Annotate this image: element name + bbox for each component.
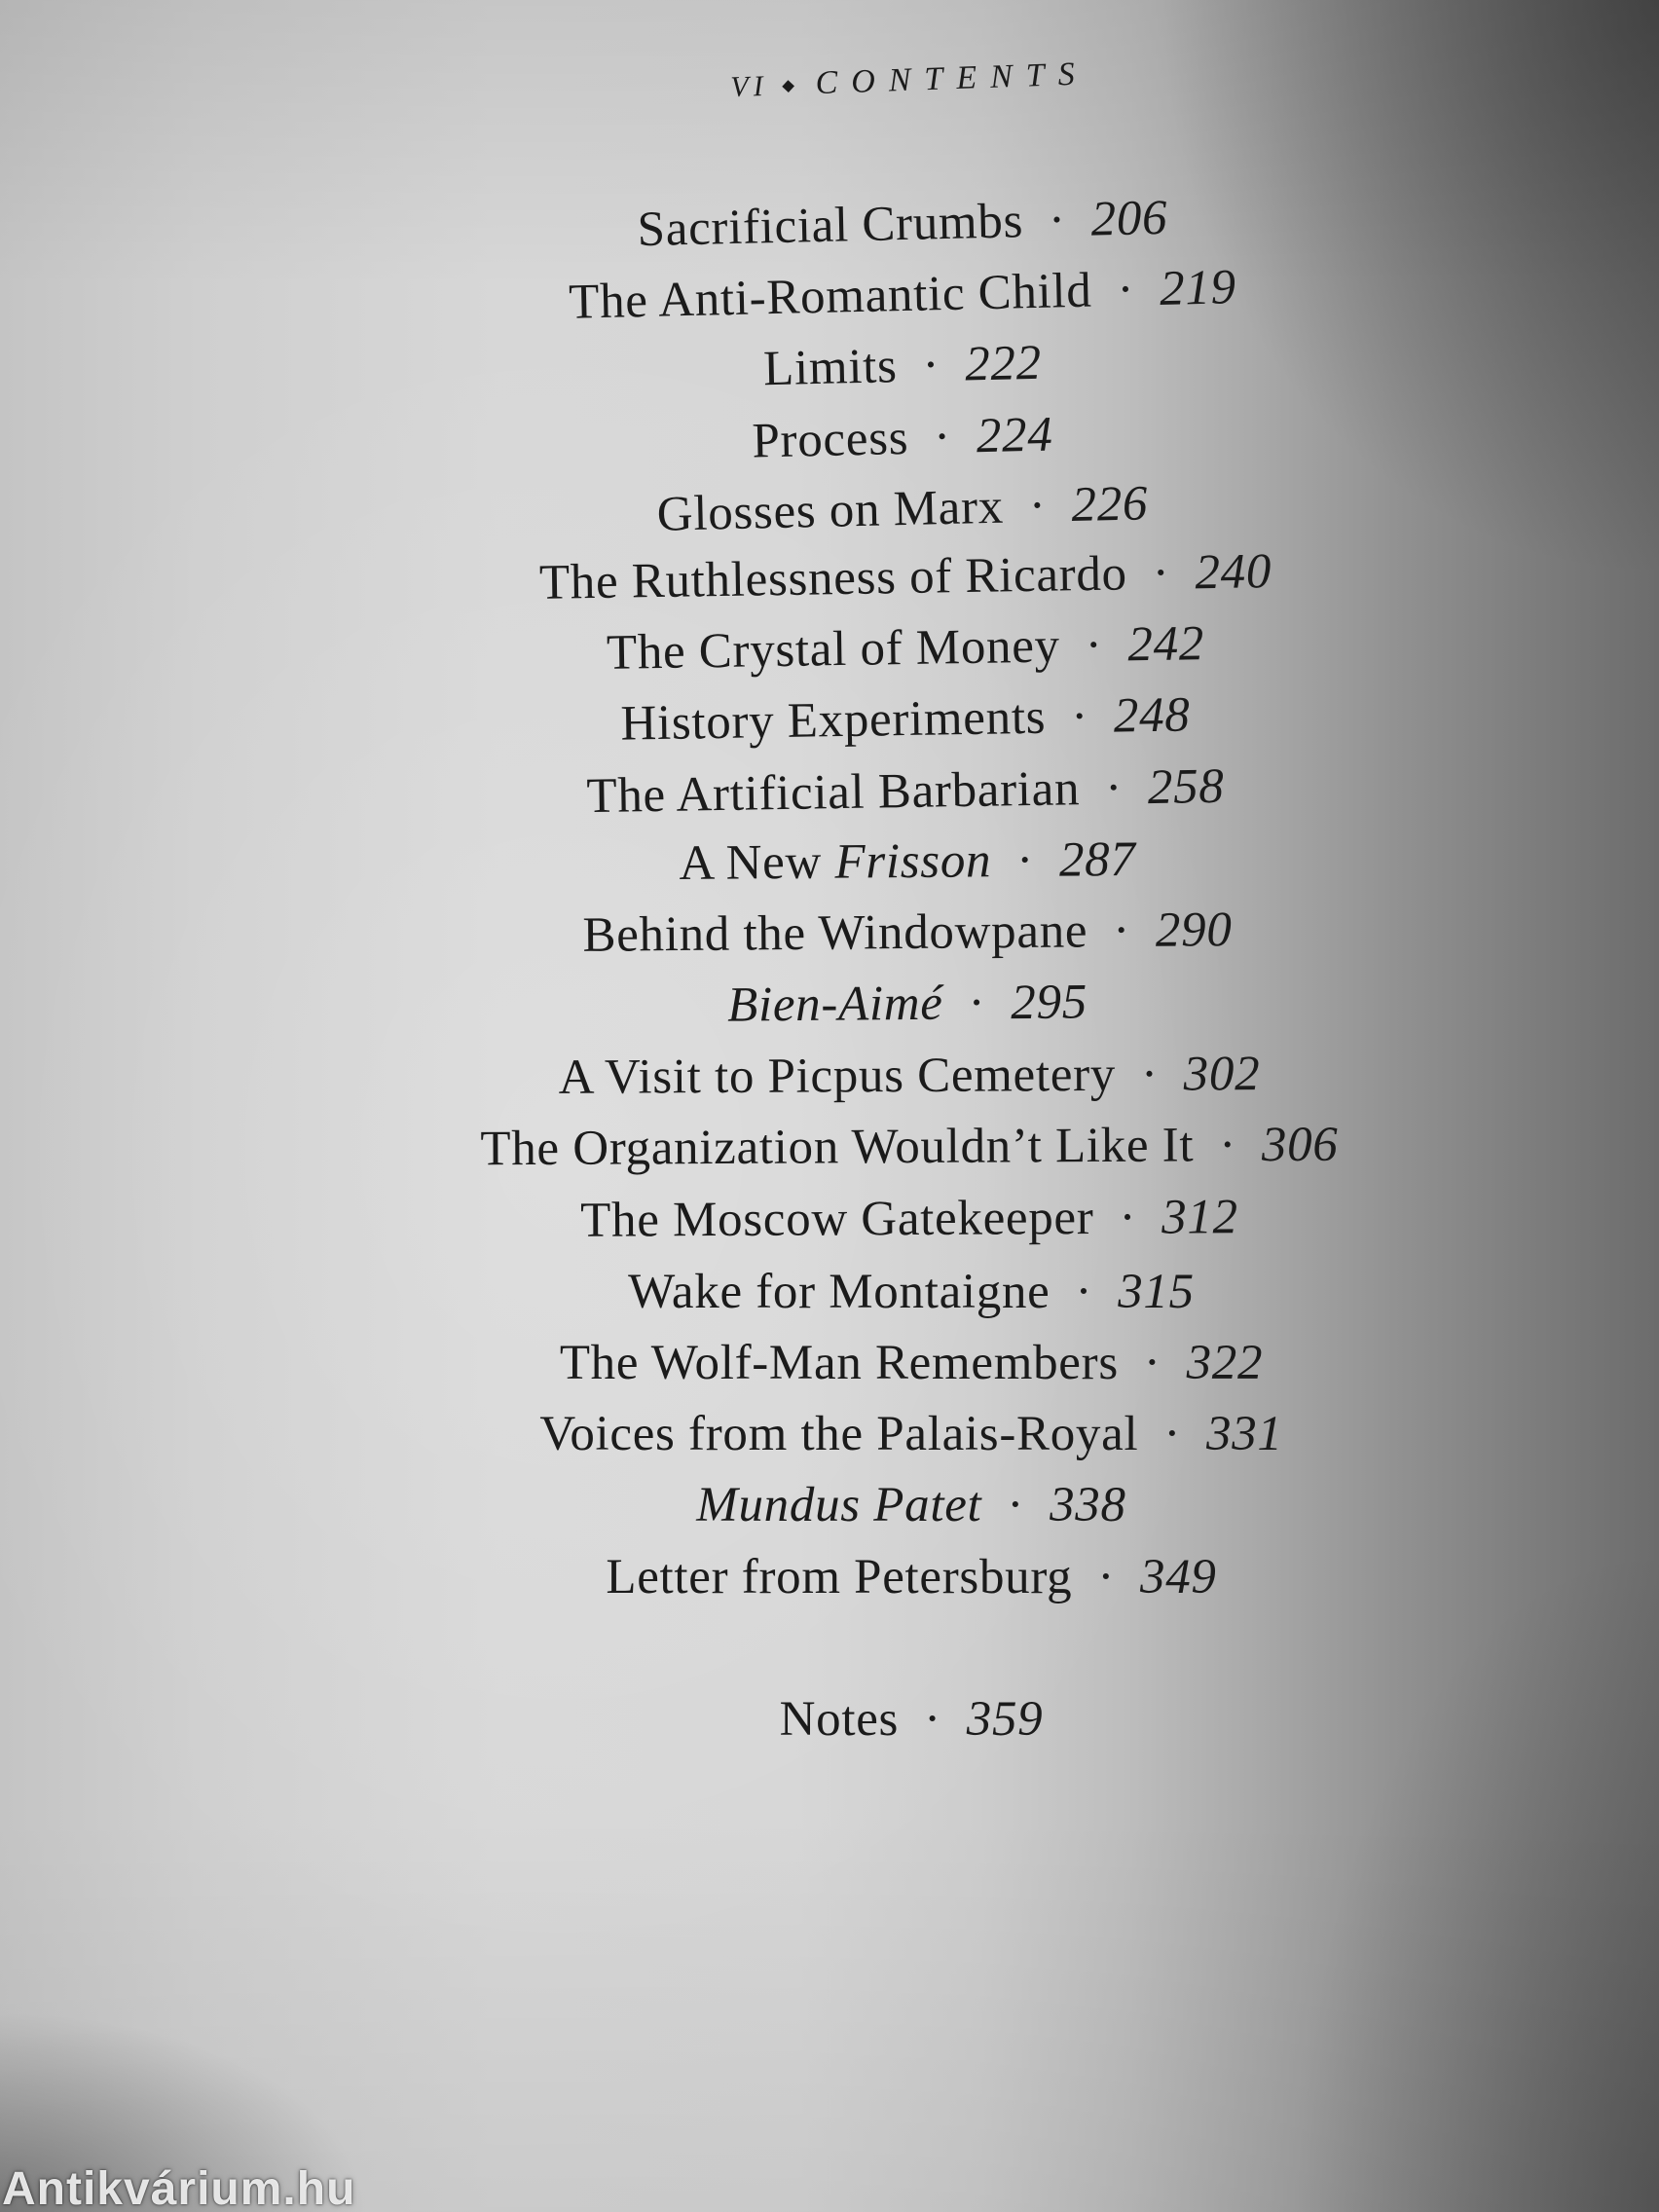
separator-dot: · [1028, 478, 1048, 534]
separator-dot: · [1143, 1336, 1161, 1390]
page-number: 287 [1058, 831, 1136, 888]
page-number: 312 [1161, 1189, 1238, 1245]
entry-title: The Anti-Romantic Child [568, 263, 1093, 330]
folio-number: VI [729, 69, 769, 104]
entry-title: A Visit to Picpus Cemetery [558, 1048, 1117, 1106]
page-number: 226 [1070, 476, 1149, 533]
separator-dot: · [1219, 1118, 1237, 1173]
running-head [634, 47, 1170, 114]
separator-dot: · [924, 1691, 941, 1747]
entry-title-italic: Bien-Aimé [726, 976, 943, 1033]
contents-list [225, 190, 1588, 1757]
page-number: 306 [1261, 1118, 1339, 1173]
entry-title: The Ruthlessness of Ricardo [538, 546, 1128, 610]
page-number: 206 [1090, 190, 1168, 247]
separator-dot: · [921, 338, 940, 393]
separator-dot: · [1048, 193, 1067, 248]
separator-dot: · [1140, 1047, 1159, 1103]
entry-title-italic: Frisson [834, 832, 992, 890]
entry-title: Letter from Petersburg [606, 1549, 1073, 1604]
page-number: 242 [1126, 616, 1205, 673]
page-number: 302 [1183, 1047, 1261, 1102]
separator-dot: · [1119, 1190, 1137, 1245]
toc-entry [226, 821, 1590, 903]
page-number: 240 [1194, 544, 1272, 601]
page-number: 224 [976, 407, 1054, 463]
separator-dot: · [1070, 689, 1089, 745]
separator-dot: · [933, 409, 952, 464]
page-number: 295 [1011, 975, 1088, 1031]
separator-dot: · [1116, 262, 1135, 318]
page-number: 290 [1155, 902, 1233, 958]
entry-title: A New [679, 834, 823, 891]
watermark: Antikvárium.hu [2, 2163, 356, 2212]
page-number: 222 [964, 336, 1043, 392]
page-number: 258 [1147, 758, 1225, 815]
page-number: 248 [1113, 687, 1191, 744]
entry-title: Glosses on Marx [656, 479, 1005, 542]
separator-dot: · [1112, 903, 1131, 959]
entry-title: The Moscow Gatekeeper [580, 1190, 1094, 1248]
page-number: 219 [1159, 260, 1237, 317]
entry-title: Process [751, 410, 909, 469]
separator-dot: · [1152, 545, 1170, 601]
separator-dot: · [1104, 760, 1124, 816]
separator-dot: · [1163, 1407, 1182, 1462]
page-number: 338 [1050, 1478, 1126, 1533]
entry-title: The Crystal of Money [606, 618, 1061, 681]
toc-entry [228, 1109, 1591, 1188]
list-gap [225, 1615, 1588, 1686]
toc-entry [228, 1180, 1591, 1259]
toc-entry [230, 1399, 1593, 1470]
entry-title: History Experiments [620, 690, 1047, 752]
entry-title: Voices from the Palais-Royal [539, 1407, 1139, 1462]
separator-dot: · [1085, 617, 1103, 674]
entry-title: The Organization Wouldn’t Like It [480, 1118, 1195, 1177]
toc-entry [228, 1038, 1591, 1117]
entry-title: Wake for Montaigne [628, 1264, 1051, 1319]
separator-dot: · [968, 976, 986, 1031]
toc-entry-notes [230, 1684, 1593, 1755]
separator-dot: · [1097, 1549, 1116, 1604]
entry-title: Limits [762, 339, 899, 397]
toc-entry [230, 1257, 1593, 1328]
entry-title: Behind the Windowpane [582, 903, 1088, 963]
toc-entry [226, 963, 1590, 1046]
page-number: 331 [1206, 1407, 1283, 1462]
entry-title: Notes [779, 1691, 900, 1747]
toc-entry [230, 1542, 1593, 1613]
diamond-ornament-icon [782, 80, 794, 92]
separator-dot: · [1075, 1264, 1093, 1319]
page-number: 349 [1140, 1549, 1217, 1604]
toc-entry [230, 1328, 1593, 1399]
toc-entry [230, 1470, 1593, 1541]
entry-title: The Artificial Barbarian [586, 760, 1081, 824]
separator-dot: · [1015, 832, 1035, 888]
entry-title: The Wolf-Man Remembers [559, 1336, 1119, 1390]
page-number: 359 [966, 1691, 1044, 1747]
entry-title-italic: Mundus Patet [696, 1478, 982, 1533]
toc-entry [226, 892, 1590, 975]
entry-title: Sacrificial Crumbs [637, 194, 1024, 258]
page-number: 315 [1118, 1264, 1195, 1319]
page-number: 322 [1186, 1336, 1264, 1390]
separator-dot: · [1007, 1478, 1025, 1533]
running-title: CONTENTS [814, 55, 1089, 102]
